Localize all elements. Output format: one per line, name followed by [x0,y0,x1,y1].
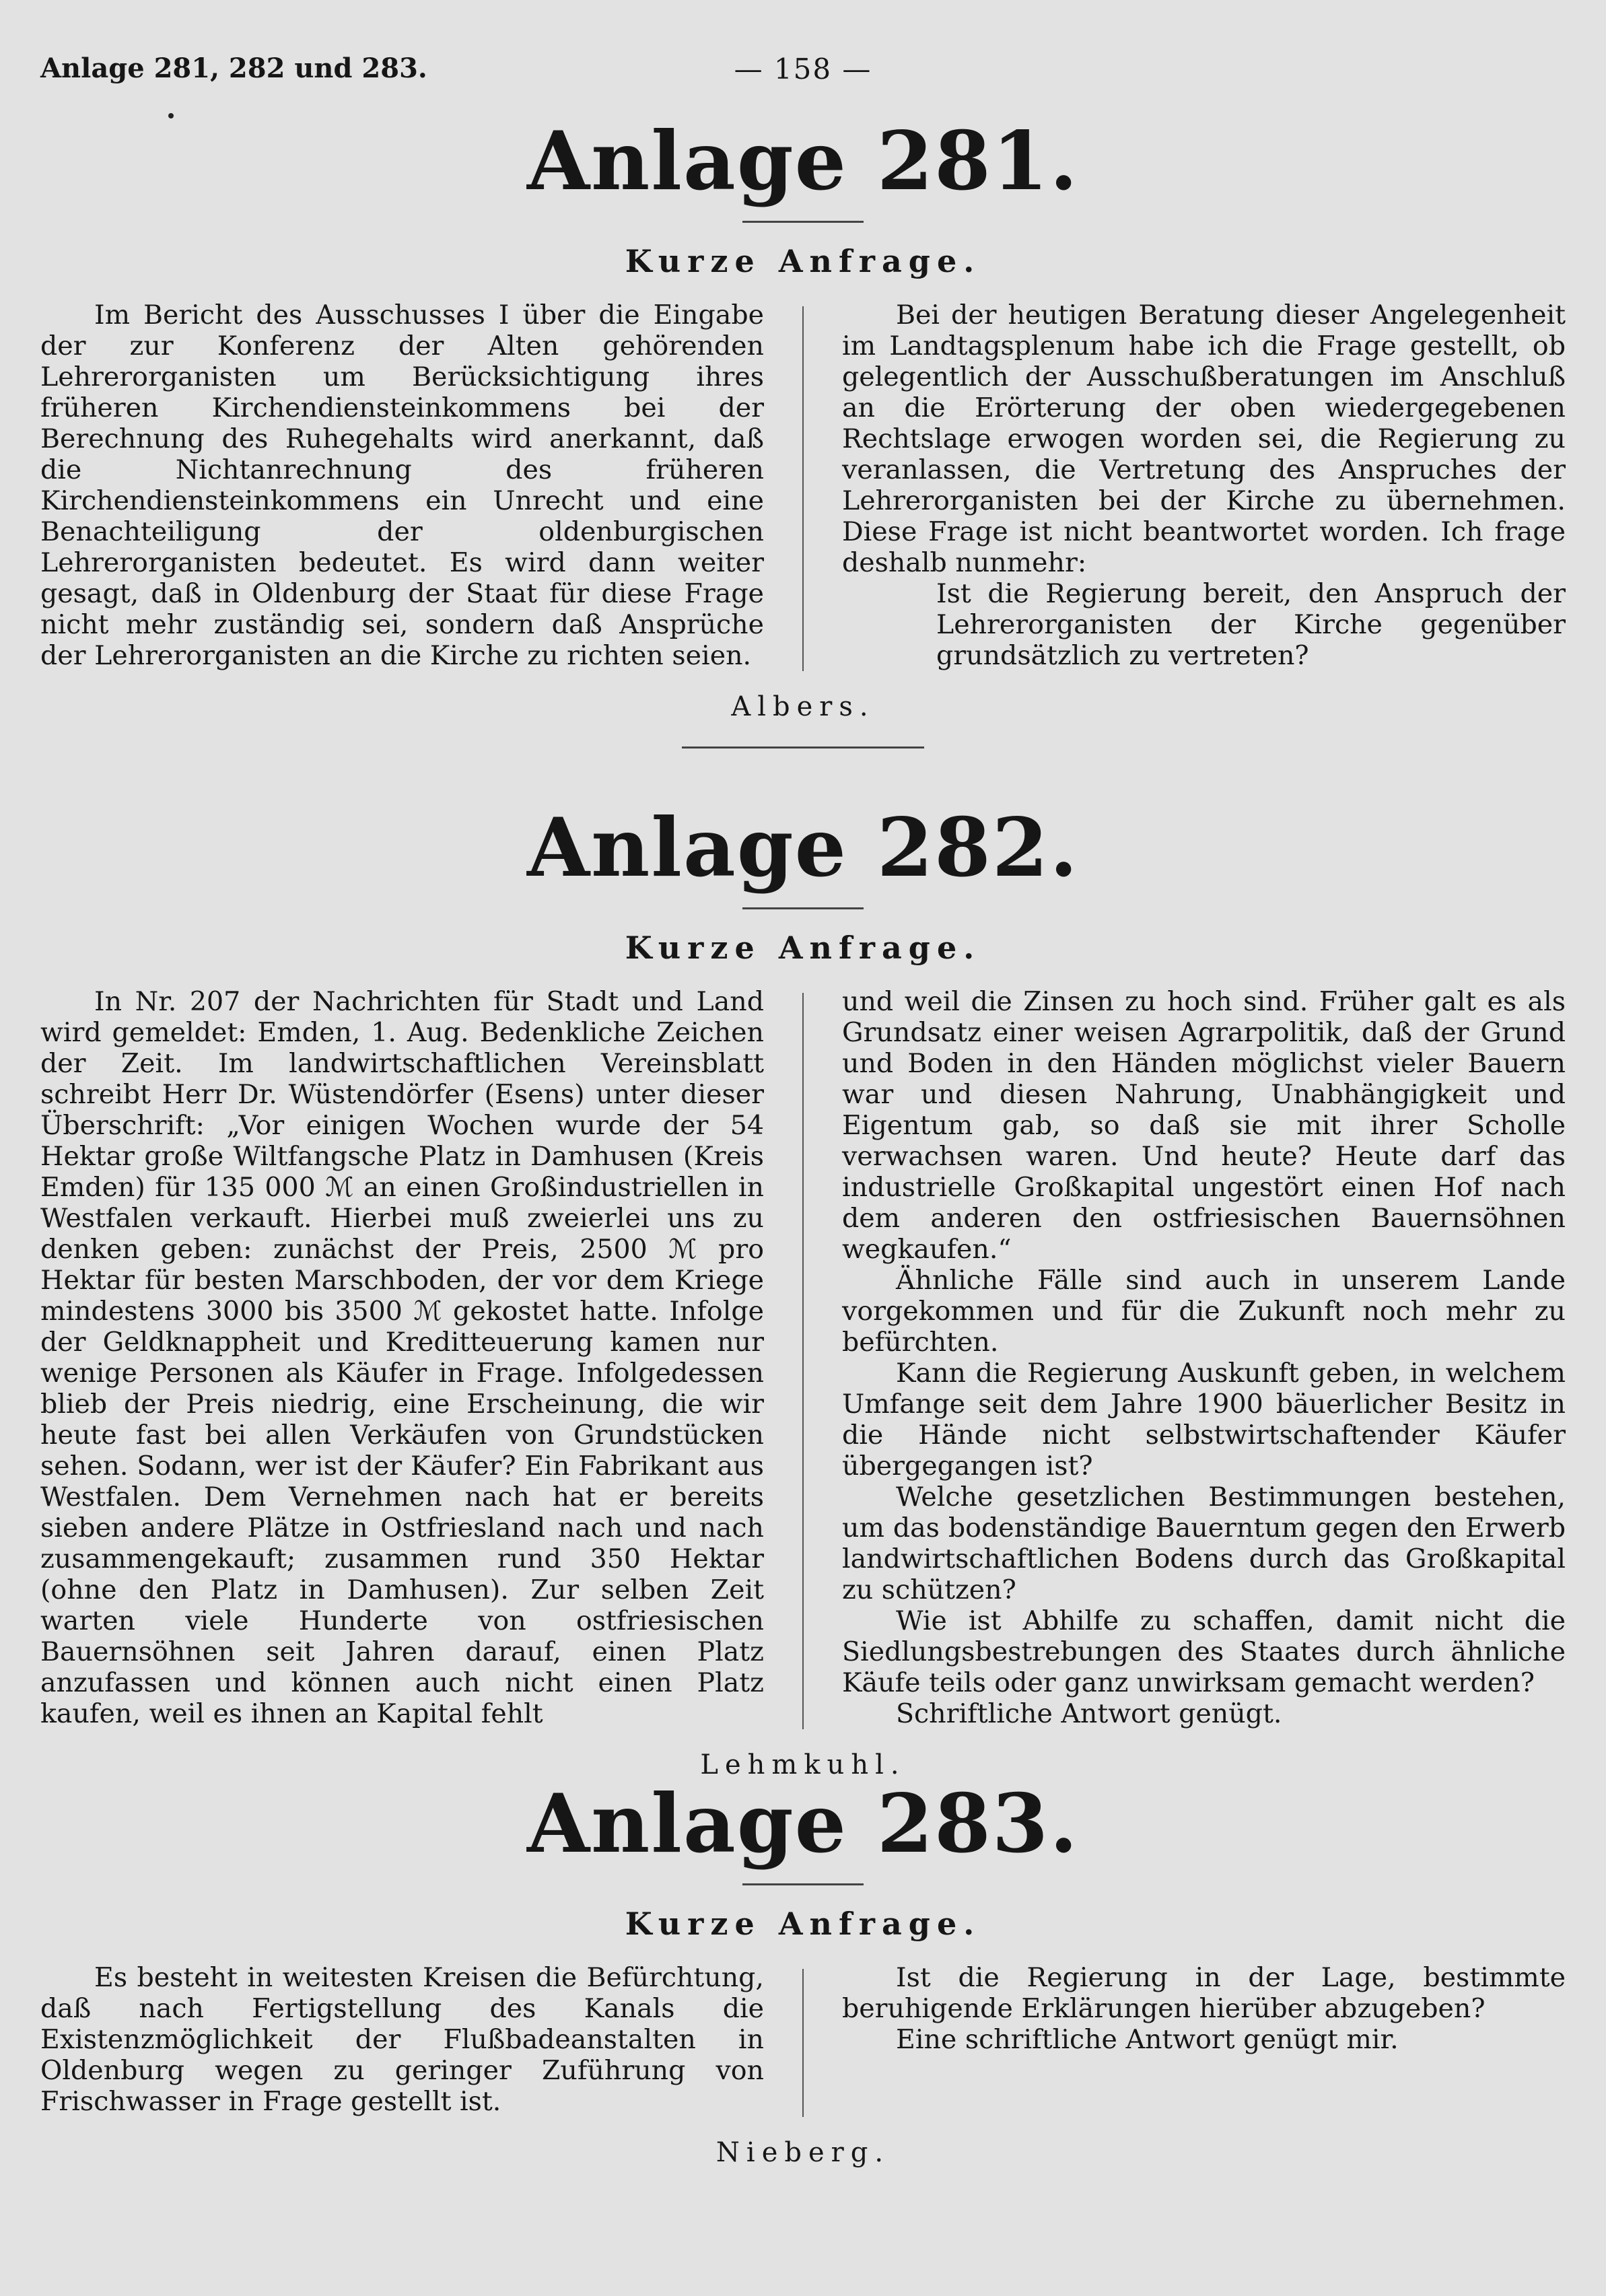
annex-title: Anlage 281. [527,114,1079,209]
column-divider [802,306,804,671]
paragraph: Im Bericht des Ausschusses I über die Eingabe der zur Konferenz der Alten gehörenden Lehrerorganisten um Berücksichtigung ihres früheren Kirchendiensteinkommens bei der Berechnung des Ruhegehalts wird anerkannt, daß die Nichtanrechnung des früheren Kirchendiensteinkommens ein Unrecht und eine Benachteiligung der oldenburgischen Lehrerorganisten bedeutet. Es wird dann weiter gesagt, daß in Oldenburg der Staat für diese Frage nicht mehr zuständig sei, sondern daß Ansprüche der Lehrerorganisten an die Kirche zu richten seien. [40,300,764,671]
annex-title: Anlage 282. [527,800,1079,895]
title-rule [742,1883,864,1885]
paragraph: und weil die Zinsen zu hoch sind. Früher galt es als Grundsatz einer weisen Agrarpolitik, daß der Grund und Boden in den Händen möglichst vieler Bauern war und diesen Nahrung, Unabhängigkeit und Eigentum gab, so daß sie mit ihrer Scholle verwachsen waren. Und heute? Heute darf das industrielle Großkapital ungestört einen Hof nach dem anderen den ostfriesischen Bauernsöhnen wegkaufen.“ [842,986,1566,1265]
two-column-body [40,1962,1566,2117]
paragraph: Bei der heutigen Beratung dieser Angelegenheit im Landtagsplenum habe ich die Frage gestellt, ob gelegentlich der Ausschußberatungen im Anschluß an die Erörterung der oben wiedergegebenen Rechtslage erwogen worden sei, die Regierung zu veranlassen, die Vertretung des Anspruches der Lehrerorganisten bei der Kirche zu übernehmen. Diese Frage ist nicht beantwortet worden. Ich frage deshalb nunmehr: [842,300,1566,578]
paragraph: In Nr. 207 der Nachrichten für Stadt und Land wird gemeldet: Emden, 1. Aug. Bedenkliche Zeichen der Zeit. Im landwirtschaftlichen Vereinsblatt schreibt Herr Dr. Wüstendörfer (Esens) unter dieser Überschrift: „Vor einigen Wochen wurde der 54 Hektar große Wiltfangsche Platz in Damhusen (Kreis Emden) für 135 000 ℳ an einen Großindustriellen in Westfalen verkauft. Hierbei muß zweierlei uns zu denken geben: zunächst der Preis, 2500 ℳ pro Hektar für besten Marschboden, der vor dem Kriege mindestens 3000 bis 3500 ℳ gekostet hatte. Infolge der Geldknappheit und Kreditteuerung kamen nur wenige Personen als Käufer in Frage. Infolgedessen blieb der Preis niedrig, eine Erscheinung, die wir heute fast bei allen Verkäufen von Grundstücken sehen. Sodann, wer ist der Käufer? Ein Fabrikant aus Westfalen. Dem Vernehmen nach hat er bereits sieben andere Plätze in Ostfriesland nach und nach zusammengekauft; zusammen rund 350 Hektar (ohne den Platz in Damhusen). Zur selben Zeit warten viele Hunderte von ostfriesischen Bauernsöhnen seit Jahren darauf, einen Platz anzufassen und können auch nicht einen Platz kaufen, weil es ihnen an Kapital fehlt [40,986,764,1729]
right-column [842,986,1566,1729]
annex-subtitle: Kurze Anfrage. [625,243,981,279]
left-column [40,986,764,1729]
signature: Lehmkuhl. [700,1749,906,1780]
right-column [842,1962,1566,2117]
paragraph: Ist die Regierung in der Lage, bestimmte beruhigende Erklärungen hierüber abzugeben? [842,1962,1566,2024]
annex-283 [40,1776,1566,2168]
annex-282 [40,800,1566,1780]
section-separator [682,746,924,749]
running-header [40,53,1566,93]
right-column [842,300,1566,671]
two-column-body [40,986,1566,1729]
paragraph: Kann die Regierung Auskunft geben, in welchem Umfange seit dem Jahre 1900 bäuerlicher Besitz in die Hände nicht selbstwirtschaftender Käufer übergegangen ist? [842,1358,1566,1482]
paragraph: Es besteht in weitesten Kreisen die Befürchtung, daß nach Fertigstellung des Kanals die Existenzmöglichkeit der Flußbadeanstalten in Oldenburg wegen zu geringer Zuführung von Frischwasser in Frage gestellt ist. [40,1962,764,2117]
paragraph: Wie ist Abhilfe zu schaffen, damit nicht die Siedlungsbestrebungen des Staates durch ähnliche Käufe teils oder ganz unwirksam gemacht werden? [842,1605,1566,1698]
title-rule [742,221,864,223]
paragraph: Ähnliche Fälle sind auch in unserem Lande vorgekommen und für die Zukunft noch mehr zu befürchten. [842,1265,1566,1358]
signature: Albers. [731,691,875,722]
annex-subtitle: Kurze Anfrage. [625,930,981,966]
column-divider [802,1969,804,2117]
column-divider [802,993,804,1729]
two-column-body [40,300,1566,671]
page-number: — 158 — [734,53,872,85]
signature: Nieberg. [715,2137,891,2168]
paragraph: Welche gesetzlichen Bestimmungen bestehen, um das bodenständige Bauerntum gegen den Erwerb landwirtschaftlichen Bodens durch das Großkapital zu schützen? [842,1482,1566,1605]
left-column [40,1962,764,2117]
header-annex-range: Anlage 281, 282 und 283. [40,53,427,84]
annex-subtitle: Kurze Anfrage. [625,1906,981,1942]
annex-281 [40,114,1566,749]
title-rule [742,907,864,909]
ink-dot [168,113,174,118]
annex-title: Anlage 283. [527,1776,1079,1871]
paragraph: Schriftliche Antwort genügt. [896,1698,1282,1729]
question-paragraph: Ist die Regierung bereit, den Anspruch der Lehrerorganisten der Kirche gegenüber grundsätzlich zu vertreten? [936,578,1566,671]
left-column [40,300,764,671]
paragraph: Eine schriftliche Antwort genügt mir. [896,2024,1399,2055]
